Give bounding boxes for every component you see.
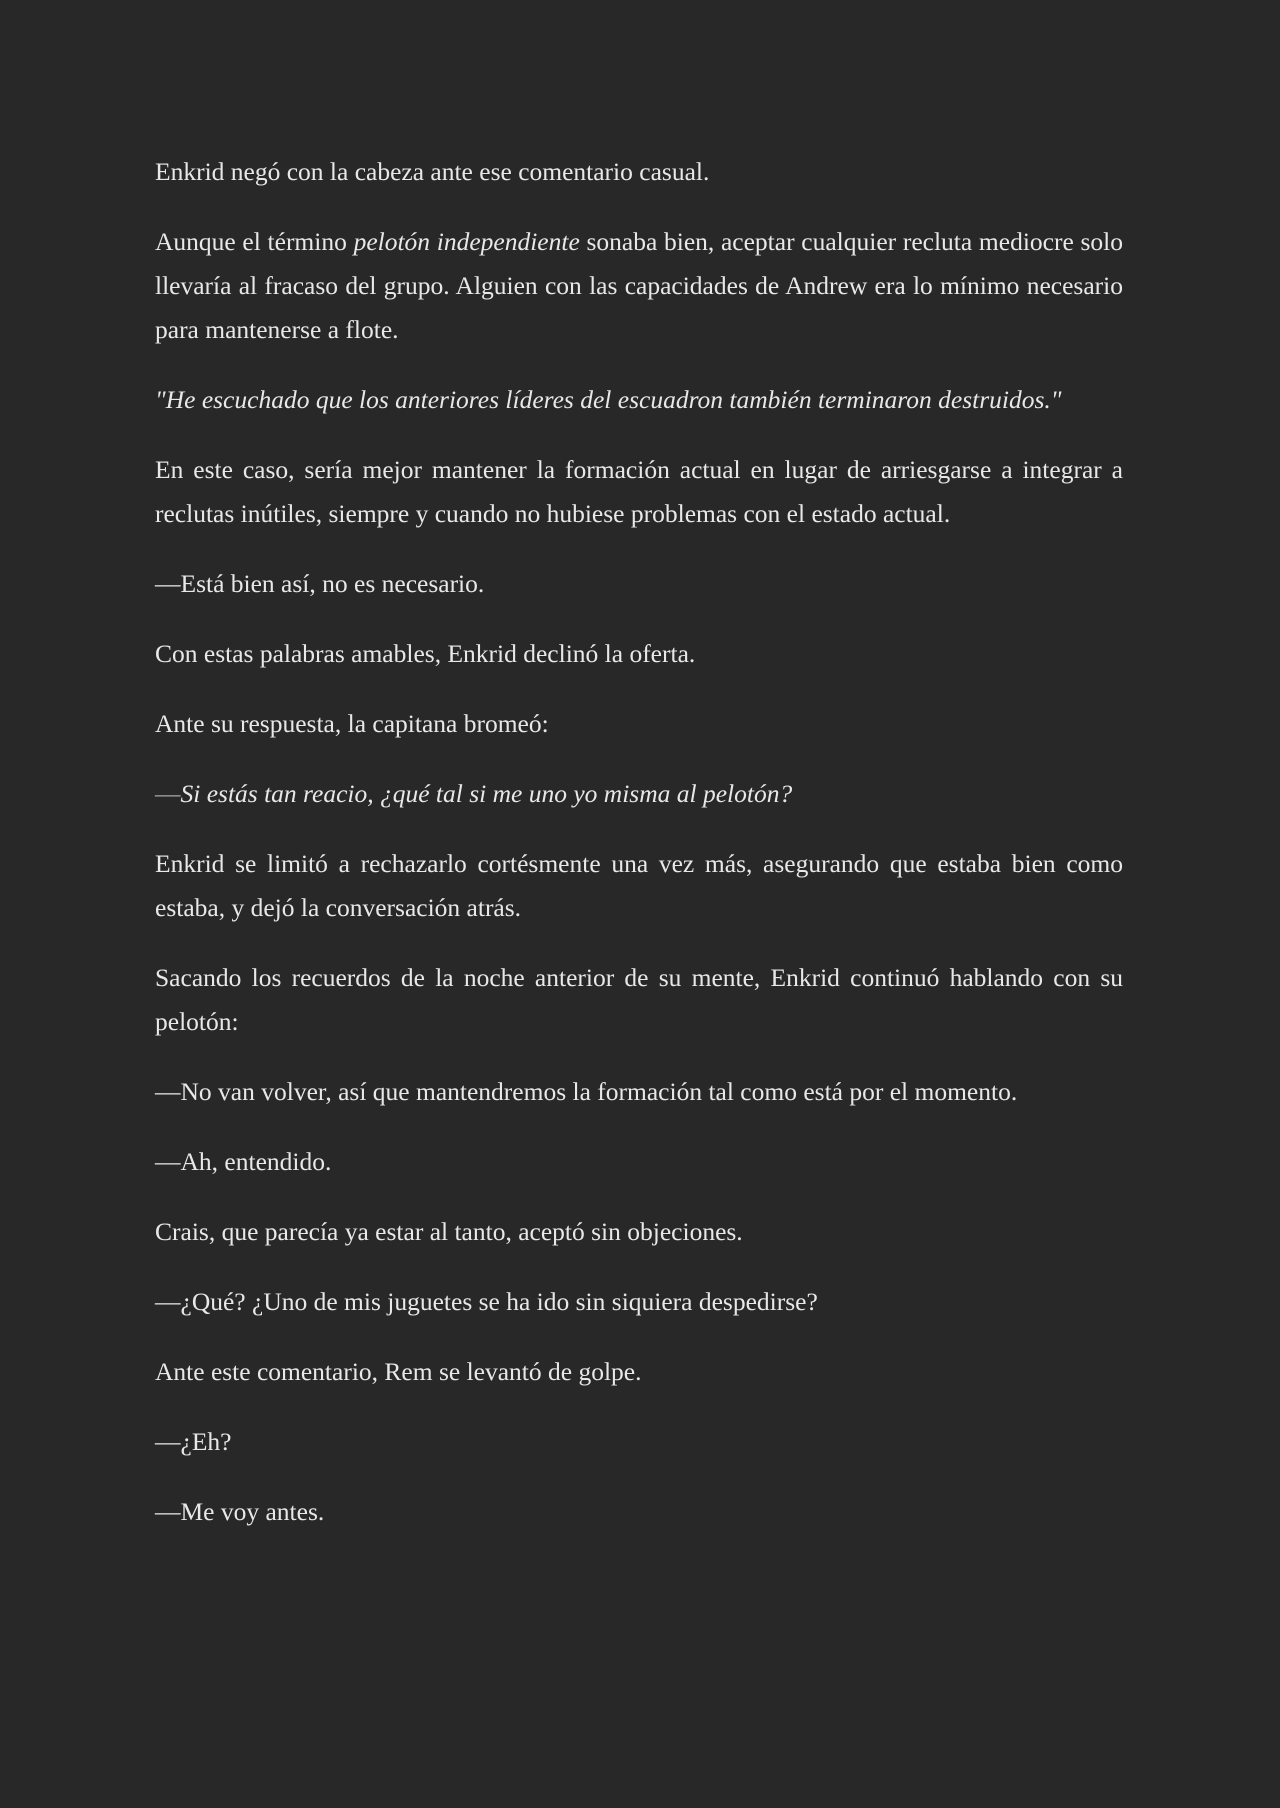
dialogue-line: —No van volver, así que mantendremos la formación tal como está por el momento.	[155, 1077, 1018, 1106]
italic-thought: "He escuchado que los anteriores líderes del escuadron también terminaron destruidos."	[155, 385, 1062, 414]
dialogue-dash: —	[155, 779, 181, 808]
dialogue-line: —Ah, entendido.	[155, 1147, 332, 1176]
paragraph: Ante su respuesta, la capitana bromeó:	[155, 709, 549, 738]
paragraph: En este caso, sería mejor mantener la formación actual en lugar de arriesgarse a integrar a reclutas inútiles, siempre y cuando no hubiese problemas con el estado actual.	[155, 455, 1123, 528]
paragraph: Crais, que parecía ya estar al tanto, aceptó sin objeciones.	[155, 1217, 743, 1246]
dialogue-line-italic	[155, 772, 1123, 816]
dialogue-line: —Me voy antes.	[155, 1497, 325, 1526]
paragraph: Enkrid se limitó a rechazarlo cortésmente una vez más, asegurando que estaba bien como estaba, y dejó la conversación atrás.	[155, 849, 1123, 922]
paragraph	[155, 220, 1123, 352]
paragraph-text: Aunque el término	[155, 227, 354, 256]
paragraph: Ante este comentario, Rem se levantó de golpe.	[155, 1357, 642, 1386]
paragraph-text: sonaba bien, aceptar cualquier recluta mediocre solo llevaría al fracaso del grupo. Alguien con las capacidades de Andrew era lo mínimo necesario para mantenerse a flote.	[155, 227, 1123, 344]
dialogue-text: Si estás tan reacio, ¿qué tal si me uno yo misma al pelotón?	[180, 779, 793, 808]
paragraph: Enkrid negó con la cabeza ante ese comentario casual.	[155, 157, 710, 186]
paragraph: Con estas palabras amables, Enkrid declinó la oferta.	[155, 639, 696, 668]
reader-content	[155, 150, 1123, 1560]
emphasis-text: pelotón independiente	[353, 227, 580, 256]
dialogue-line: —¿Qué? ¿Uno de mis juguetes se ha ido sin siquiera despedirse?	[155, 1287, 818, 1316]
dialogue-line: —¿Eh?	[155, 1427, 232, 1456]
dialogue-line: —Está bien así, no es necesario.	[155, 569, 485, 598]
paragraph: Sacando los recuerdos de la noche anterior de su mente, Enkrid continuó hablando con su pelotón:	[155, 963, 1123, 1036]
